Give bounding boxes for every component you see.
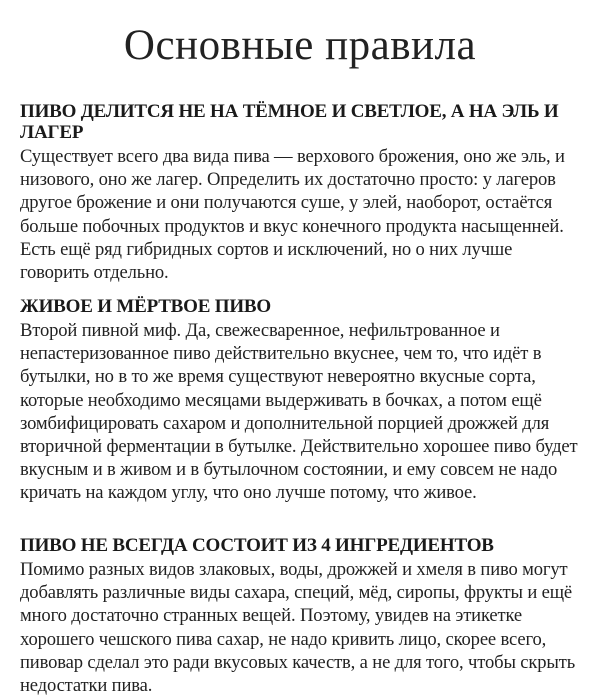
section-live-and-dead-beer	[20, 296, 582, 505]
section-heading: ПИВО НЕ ВСЕГДА СОСТОИТ ИЗ 4 ИНГРЕДИЕНТОВ	[20, 535, 494, 556]
section-heading: ПИВО ДЕЛИТСЯ НЕ НА ТЁМНОЕ И СВЕТЛОЕ, А НА ЭЛЬ И ЛАГЕР	[20, 101, 559, 143]
section-heading: ЖИВОЕ И МЁРТВОЕ ПИВО	[20, 296, 271, 317]
section-ale-and-lager	[20, 101, 582, 284]
page-title: Основные правила	[123, 22, 477, 69]
section-body: Помимо разных видов злаковых, воды, дрожжей и хмеля в пиво могут добавлять различные виды сахара, специй, мёд, сиропы, фрукты и ещё много достаточно странных вещей. Поэтому, увидев на этикетке хорошего чешского пива сахар, не надо кривить лицо, скорее всего, пивовар сделал это ради вкусовых качеств, а не для того, чтобы скрыть недостатки пива.	[20, 559, 576, 697]
section-body: Существует всего два вида пива — верхового брожения, оно же эль, и низового, оно же лагер. Определить их достаточно просто: у лагеров другое брожение и они получаются суше, у элей, наоборот, остаётся больше побочных продуктов и вкус конечного продукта насыщенней. Есть ещё ряд гибридных сортов и исключений, но о них лучше говорить отдельно.	[20, 146, 565, 284]
section-body: Второй пивной миф. Да, свежесваренное, нефильтрованное и непастеризованное пиво действительно вкуснее, чем то, что идёт в бутылки, но в то же время существуют невероятно вкусные сорта, которые необходимо месяцами выдерживать в бочках, а потом ещё зомбифицировать сахаром и дополнительной порцией дрожжей для вторичной ферментации в бутылке. Действительно хорошее пиво будет вкусным и в живом и в бутылочном состоянии, и ему совсем не надо кричать на каждом углу, что оно лучше потому, что живое.	[20, 320, 578, 504]
section-ingredients	[20, 535, 582, 697]
